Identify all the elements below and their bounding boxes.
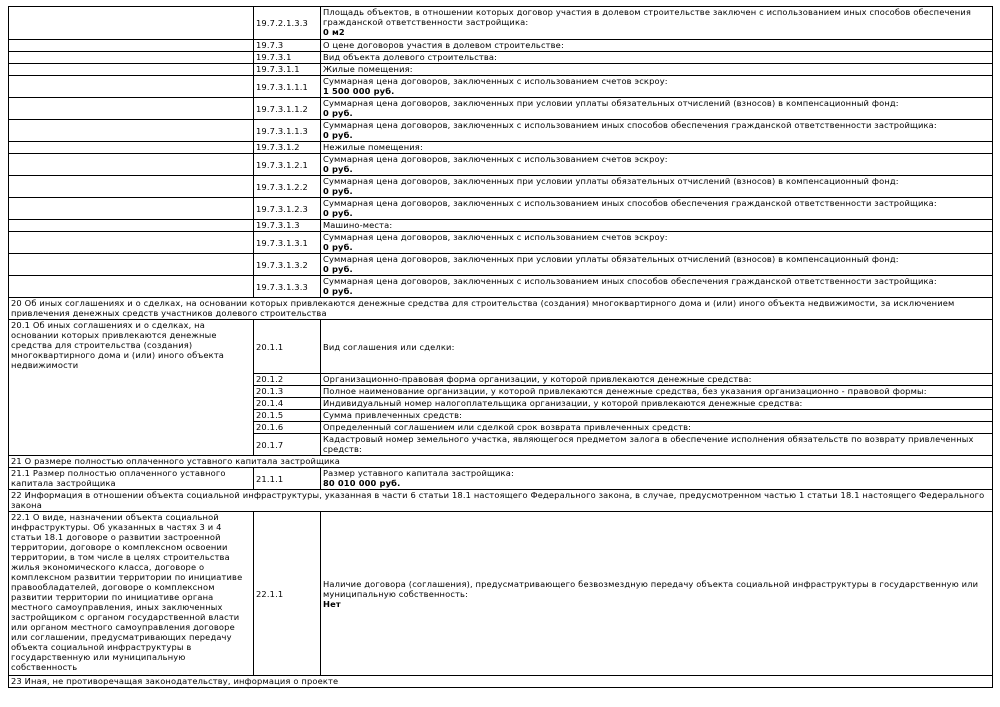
row-text: Определенный соглашением или сделкой срок возврата привлеченных средств: <box>321 422 993 434</box>
row-code: 19.7.3.1.2.1 <box>254 154 321 176</box>
row-text <box>321 468 993 490</box>
row-value: 80 010 000 руб. <box>323 478 401 488</box>
row-text <box>321 64 993 76</box>
row-value: 1 500 000 руб. <box>323 86 395 96</box>
table-row <box>9 142 993 154</box>
row-code: 19.7.3.1 <box>254 52 321 64</box>
row-code: 19.7.3.1.1.2 <box>254 98 321 120</box>
table-row <box>9 232 993 254</box>
group-cell-empty <box>9 276 254 298</box>
table-row <box>9 52 993 64</box>
group-cell-empty <box>9 7 254 40</box>
row-value: 0 руб. <box>323 108 353 118</box>
row-code: 20.1.2 <box>254 374 321 386</box>
row-label: Машино-места: <box>323 220 393 230</box>
table-row <box>9 98 993 120</box>
row-code: 19.7.3.1.2.3 <box>254 198 321 220</box>
row-label: Суммарная цена договоров, заключенных с использованием счетов эскроу: <box>323 76 668 86</box>
row-label: Суммарная цена договоров, заключенных с использованием иных способов обеспечения гражданской ответственности застройщика: <box>323 120 937 130</box>
section-header-row <box>9 490 993 512</box>
group-cell-empty <box>9 220 254 232</box>
row-text <box>321 198 993 220</box>
row-text: Индивидуальный номер налогоплательщика организации, у которой привлекаются денежные средства: <box>321 398 993 410</box>
table-row <box>9 64 993 76</box>
row-code: 19.7.3.1.3.2 <box>254 254 321 276</box>
row-value: Нет <box>323 598 341 609</box>
row-code: 19.7.3.1.3.3 <box>254 276 321 298</box>
section-header-row <box>9 676 993 688</box>
row-code: 20.1.3 <box>254 386 321 398</box>
row-code: 20.1.6 <box>254 422 321 434</box>
row-value: 0 руб. <box>323 208 353 218</box>
section-header-row <box>9 298 993 320</box>
row-text <box>321 142 993 154</box>
row-label: Суммарная цена договоров, заключенных с использованием иных способов обеспечения гражданской ответственности застройщика: <box>323 198 937 208</box>
row-label: Вид объекта долевого строительства: <box>323 52 498 62</box>
group-cell-empty <box>9 120 254 142</box>
project-declaration-table <box>8 6 993 688</box>
row-code: 20.1.5 <box>254 410 321 422</box>
table-row <box>9 120 993 142</box>
table-row <box>9 40 993 52</box>
row-text: Кадастровый номер земельного участка, являющегося предметом залога в обеспечение исполнения обязательств по возврату привлеченных средств: <box>321 434 993 456</box>
section-header-row <box>9 456 993 468</box>
section-20-header: 20 Об иных соглашениях и о сделках, на основании которых привлекаются денежные средства для строительства (создания) многоквартирного дома и (или) иного объекта недвижимости, за исключением привлечения денежных средств участников долевого строительства <box>9 298 993 320</box>
row-text <box>321 220 993 232</box>
row-value: 0 руб. <box>323 286 353 296</box>
row-value: 0 руб. <box>323 186 353 196</box>
row-code: 20.1.1 <box>254 320 321 374</box>
row-value: 0 руб. <box>323 242 353 252</box>
row-code: 19.7.3.1.1.1 <box>254 76 321 98</box>
row-label: Наличие договора (соглашения), предусматривающего безвозмездную передачу объекта социальной инфраструктуры в государственную или муниципальную собственность: <box>323 578 979 599</box>
row-label: Нежилые помещения: <box>323 142 423 152</box>
row-text <box>321 512 993 676</box>
group-cell-empty <box>9 76 254 98</box>
section-22-group: 22.1 О виде, назначении объекта социальной инфраструктуры. Об указанных в частях 3 и 4 статьи 18.1 договоре о развитии застроенной территории, договоре о комплексном освоении территории, в том числе в целях строительства жилья экономического класса, договоре о комплексном развитии территории по инициативе правообладателей, договоре о комплексном развитии территории по инициативе органа местного самоуправления, иных заключенных застройщиком с органом государственной власти или органом местного самоуправления договоре или соглашении, предусматривающих передачу объекта социальной инфраструктуры в государственную или муниципальную собственность <box>9 512 254 676</box>
row-value: 0 руб. <box>323 264 353 274</box>
row-label: Суммарная цена договоров, заключенных с использованием счетов эскроу: <box>323 232 668 242</box>
row-code: 19.7.2.1.3.3 <box>254 7 321 40</box>
group-cell-empty <box>9 198 254 220</box>
row-text: Полное наименование организации, у которой привлекаются денежные средства, без указания организационно - правовой формы: <box>321 386 993 398</box>
table-row <box>9 220 993 232</box>
table-row <box>9 198 993 220</box>
row-label: Суммарная цена договоров, заключенных при условии уплаты обязательных отчислений (взносов) в компенсационный фонд: <box>323 254 899 264</box>
row-label: Жилые помещения: <box>323 64 413 74</box>
row-text <box>321 176 993 198</box>
group-cell-empty <box>9 98 254 120</box>
group-cell-empty <box>9 254 254 276</box>
group-cell-empty <box>9 40 254 52</box>
table-row <box>9 76 993 98</box>
row-code: 19.7.3.1.2.2 <box>254 176 321 198</box>
section-21-group: 21.1 Размер полностью оплаченного уставного капитала застройщика <box>9 468 254 490</box>
table-row <box>9 276 993 298</box>
group-cell-empty <box>9 52 254 64</box>
row-text <box>321 52 993 64</box>
row-label: Площадь объектов, в отношении которых договор участия в долевом строительстве заключен с использованием иных способов обеспечения гражданской ответственности застройщика: <box>323 7 972 27</box>
row-text: Организационно-правовая форма организации, у которой привлекаются денежные средства: <box>321 374 993 386</box>
row-text <box>321 276 993 298</box>
row-code: 21.1.1 <box>254 468 321 490</box>
row-text: Сумма привлеченных средств: <box>321 410 993 422</box>
table-row <box>9 176 993 198</box>
row-label: Суммарная цена договоров, заключенных при условии уплаты обязательных отчислений (взносов) в компенсационный фонд: <box>323 176 899 186</box>
section-22-header: 22 Информация в отношении объекта социальной инфраструктуры, указанная в части 6 статьи 18.1 настоящего Федерального закона, в случае, предусмотренном частью 1 статьи 18.1 настоящего Федерального закона <box>9 490 993 512</box>
row-label: Суммарная цена договоров, заключенных при условии уплаты обязательных отчислений (взносов) в компенсационный фонд: <box>323 98 899 108</box>
table-row <box>9 7 993 40</box>
row-code: 19.7.3.1.3 <box>254 220 321 232</box>
group-cell-empty <box>9 154 254 176</box>
table-row <box>9 468 993 490</box>
section-23-header: 23 Иная, не противоречащая законодательству, информация о проекте <box>9 676 993 688</box>
row-text <box>321 120 993 142</box>
table-body <box>9 7 993 688</box>
table-row <box>9 512 993 676</box>
row-text <box>321 154 993 176</box>
group-cell-empty <box>9 176 254 198</box>
row-text <box>321 76 993 98</box>
row-text: Вид соглашения или сделки: <box>321 320 993 374</box>
row-code: 20.1.4 <box>254 398 321 410</box>
section-21-header: 21 О размере полностью оплаченного уставного капитала застройщика <box>9 456 993 468</box>
row-code: 19.7.3.1.1.3 <box>254 120 321 142</box>
table-row <box>9 254 993 276</box>
row-code: 19.7.3.1.1 <box>254 64 321 76</box>
row-value: 0 руб. <box>323 130 353 140</box>
table-row <box>9 320 993 374</box>
table-row <box>9 154 993 176</box>
row-value: 0 руб. <box>323 164 353 174</box>
row-label: О цене договоров участия в долевом строительстве: <box>323 40 564 50</box>
row-text <box>321 254 993 276</box>
row-label: Размер уставного капитала застройщика: <box>323 468 514 478</box>
group-cell-empty <box>9 232 254 254</box>
row-value: 0 м2 <box>323 27 345 37</box>
row-code: 19.7.3.1.3.1 <box>254 232 321 254</box>
group-cell-empty <box>9 64 254 76</box>
row-code: 19.7.3 <box>254 40 321 52</box>
row-text <box>321 7 993 40</box>
row-label: Суммарная цена договоров, заключенных с использованием иных способов обеспечения гражданской ответственности застройщика: <box>323 276 937 286</box>
group-cell-empty <box>9 142 254 154</box>
row-label: Суммарная цена договоров, заключенных с использованием счетов эскроу: <box>323 154 668 164</box>
section-20-group: 20.1 Об иных соглашениях и о сделках, на основании которых привлекаются денежные средства для строительства (создания) многоквартирного дома и (или) иного объекта недвижимости <box>9 320 254 456</box>
row-text <box>321 98 993 120</box>
row-text <box>321 40 993 52</box>
row-code: 20.1.7 <box>254 434 321 456</box>
row-code: 19.7.3.1.2 <box>254 142 321 154</box>
row-code: 22.1.1 <box>254 512 321 676</box>
row-text <box>321 232 993 254</box>
